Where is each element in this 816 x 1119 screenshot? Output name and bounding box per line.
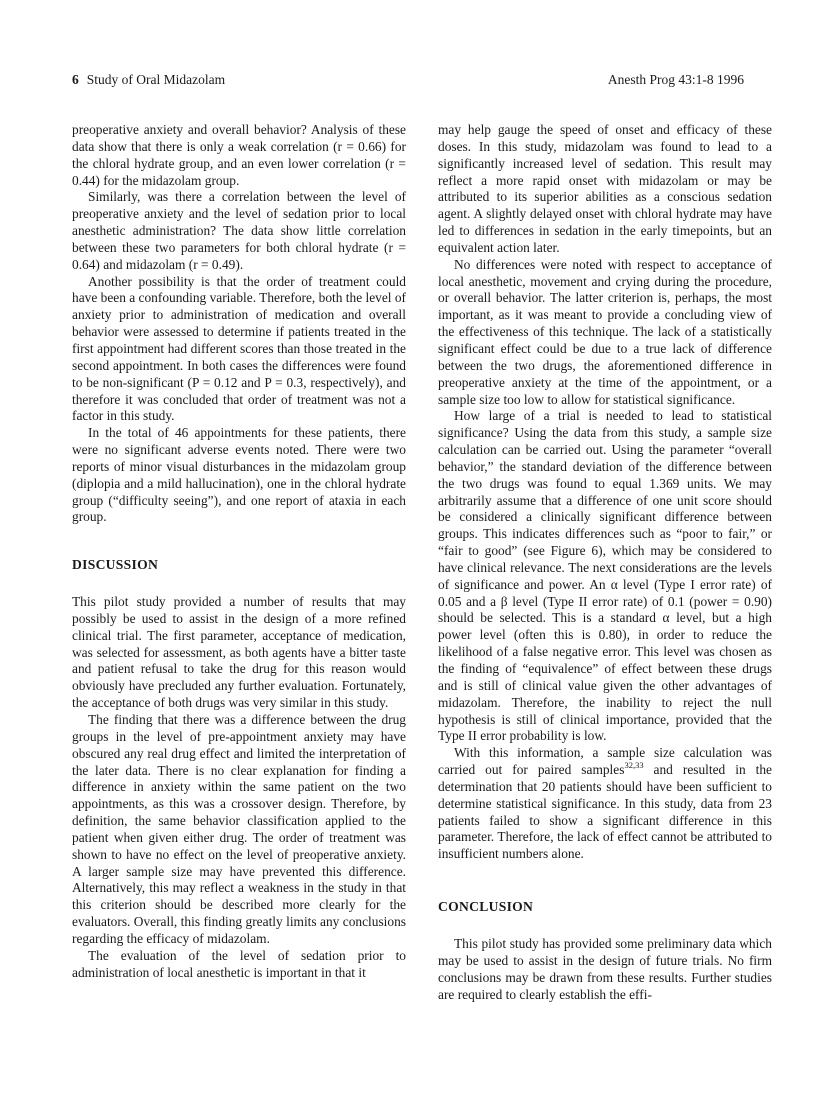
- left-column: [72, 122, 406, 982]
- right-column: [438, 122, 772, 1003]
- paragraph: preoperative anxiety and overall behavior? Analysis of these data show that there is only a weak correlation (r = 0.66) for the chloral hydrate group, and an even lower correlation (r = 0.44) for the midazolam group.: [72, 122, 406, 188]
- running-header: [72, 70, 744, 90]
- citation-refs: 32,33: [624, 760, 644, 771]
- discussion-heading: DISCUSSION: [72, 557, 159, 573]
- paragraph: Another possibility is that the order of treatment could have been a confounding variable. Therefore, both the level of anxiety prior to administration of medication and overall behavior were assessed to determine if patients treated in the first appointment had different scores than those treated in the second appointment. In both cases the differences were found to be non-significant (P = 0.12 and P = 0.3, respectively), and therefore it was concluded that order of treatment was not a factor in this study.: [72, 273, 407, 424]
- paragraph: Similarly, was there a correlation between the level of preoperative anxiety and the level of sedation prior to local anesthetic administration? The data show little correlation between these two parameters for both chloral hydrate (r = 0.64) and midazolam (r = 0.49).: [72, 189, 406, 272]
- paragraph: The evaluation of the level of sedation prior to administration of local anesthetic is important in that it: [72, 947, 406, 980]
- conclusion-heading: CONCLUSION: [438, 899, 534, 915]
- paragraph: This pilot study provided a number of results that may possibly be used to assist in the design of a more refined clinical trial. The first parameter, acceptance of medication, was selected for assessment, as both agents have a bitter taste and patient refusal to take the drug for this reason would obviously have precluded any further evaluation. Fortunately, the acceptance of both drugs was very similar in this study.: [72, 594, 406, 711]
- journal-reference: Anesth Prog 43:1-8 1996: [607, 72, 744, 87]
- paragraph: In the total of 46 appointments for these patients, there were no significant adverse events noted. There were two reports of minor visual disturbances in the midazolam group (diplopia and a mild hallucination), one in the chloral hydrate group (“difficulty seeing”), and one report of ataxia in each group.: [72, 425, 406, 525]
- paragraph: [438, 745, 772, 863]
- paragraph: The finding that there was a difference between the drug groups in the level of pre-appointment anxiety may have obscured any real drug effect and limited the interpretation of the later data. There is no clear explanation for finding a difference in anxiety within the same patient on the two appointments, as this was a crossover design. Therefore, by definition, the same behavior classification applied to the patient when given either drug. The order of treatment was shown to have no effect on the level of preoperative anxiety. A larger sample size may have prevented this difference. Alternatively, this may reflect a weakness in the study in that this criterion should be described more clearly for the evaluators. Overall, this finding greatly limits any conclusions regarding the efficacy of midazolam.: [72, 712, 406, 946]
- page-number: 6: [72, 72, 79, 87]
- paragraph: How large of a trial is needed to lead to statistical significance? Using the data from this study, a sample size calculation can be carried out. Using the parameter “overall behavior,” the standard deviation of the difference between the two drugs was found to equal 1.369 units. We may arbitrarily assume that a difference of one unit score should be considered a clinically significant difference between groups. This indicates differences such as “poor to fair,” or “fair to good” (see Figure 6), which may be considered to have clinical relevance. The next considerations are the levels of significance and power. An α level (Type I error rate) of 0.05 and a β level (Type II error rate) of 0.1 (power = 0.90) should be selected. This is a standard α level, but a high power level (often this is 0.80), in order to reduce the likelihood of a false negative error. This level was chosen as the finding of “equivalence” of effect between these drugs and is still of clinical value given the other advantages of midazolam. Therefore, the inability to reject the null hypothesis is still of clinical importance, provided that the Type II error probability is low.: [438, 408, 772, 744]
- running-title: Study of Oral Midazolam: [86, 72, 226, 87]
- paragraph: may help gauge the speed of onset and efficacy of these doses. In this study, midazolam was found to lead to a significantly increased level of sedation. This result may reflect a more rapid onset with midazolam or may be attributed to its superior abilities as a conscious sedation agent. A slightly delayed onset with chloral hydrate may have led to differences in sedation in the early timepoints, but an equivalent action later.: [438, 122, 772, 255]
- paragraph: This pilot study has provided some preliminary data which may be used to assist in the design of future trials. No firm conclusions may be drawn from these results. Further studies are required to clearly establish the effi-: [438, 935, 772, 1002]
- paragraph-text: and resulted in the determination that 20 patients should have been sufficient to determine statistical significance. In this study, data from 23 patients failed to show a significant difference in this parameter. Therefore, the lack of effect cannot be attributed to insufficient numbers alone.: [438, 762, 772, 862]
- paragraph: No differences were noted with respect to acceptance of local anesthetic, movement and crying during the procedure, or overall behavior. The latter criterion is, perhaps, the most important, as it was meant to provide a concluding view of the effectiveness of this technique. The lack of a statistically significant effect could be due to a true lack of difference between the two drugs, the aforementioned difference in preoperative anxiety at the time of the appointment, or a sample size too low to allow for statistical significance.: [438, 256, 772, 407]
- paragraph-text: With this information, a sample size calculation was carried out for paired samples: [438, 745, 772, 778]
